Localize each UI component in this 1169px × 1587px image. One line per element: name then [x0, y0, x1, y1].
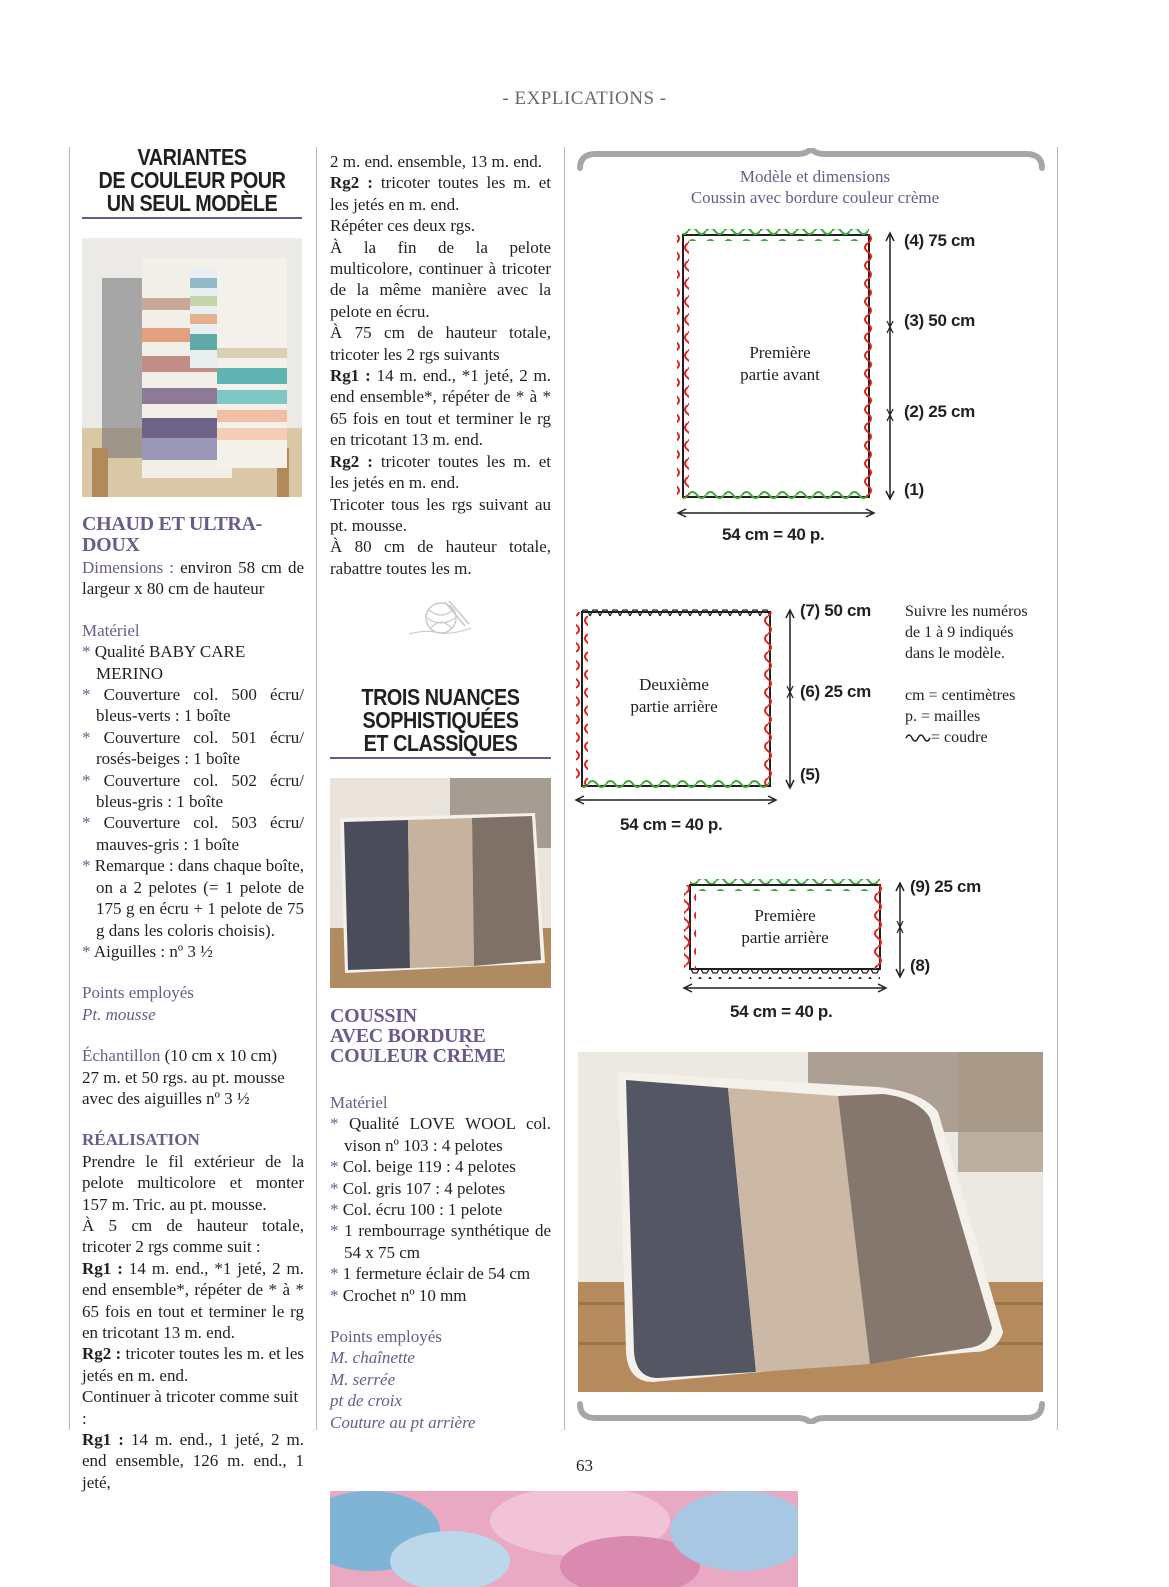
- rg2-para: Rg2 : tricoter toutes les m. et les jetés en m. end.: [330, 173, 551, 214]
- realisation-step: À 5 cm de hauteur totale, tricoter 2 rgs comme suit :: [82, 1215, 304, 1257]
- title-underline: [82, 217, 302, 219]
- materiel-label: Matériel: [82, 620, 140, 640]
- points-label: Points employés: [82, 983, 194, 1003]
- trois-nuances-title: TROIS NUANCES SOPHISTIQUÉES ET CLASSIQUES: [361, 684, 520, 756]
- rg2-para: Rg2 : tricoter toutes les m. et les jetés en m. end.: [82, 1344, 304, 1385]
- page-number: 63: [576, 1456, 593, 1475]
- coussin-subtitle: COUSSIN AVEC BORDURE COULEUR CRÈME: [330, 1005, 506, 1067]
- diagram-legend: Suivre les numéros de 1 à 9 indiqués dans le modèle. cm = centimètres p. = mailles = coudre: [905, 603, 1028, 746]
- column-divider-3: [564, 147, 565, 1430]
- list-item: * Qualité LOVE WOOL col. vison nº 103 : 4 pelotes: [330, 1114, 551, 1155]
- bottom-decor-photo: [330, 1491, 798, 1587]
- hauteur80-text: À 80 cm de hauteur totale, rabattre toutes les m.: [330, 537, 551, 578]
- panel2-label: Deuxième partie arrière: [630, 675, 718, 716]
- list-item: * Couverture col. 503 écru/ mauves-gris : 1 boîte: [82, 813, 305, 854]
- points-item: Couture au pt arrière: [330, 1412, 476, 1432]
- continued-text: 2 m. end. ensemble, 13 m. end.: [330, 152, 542, 171]
- cushion-photo-large: [578, 1052, 1043, 1392]
- chaud-subtitle: CHAUD ET ULTRA-DOUX: [82, 513, 262, 556]
- list-item: * Col. écru 100 : 1 pelote: [330, 1200, 503, 1220]
- echantillon-text: 27 m. et 50 rgs. au pt. mousse avec des aiguilles nº 3 ½: [82, 1067, 285, 1108]
- points-item: pt de croix: [330, 1391, 403, 1411]
- dim-label: (9) 25 cm: [910, 877, 982, 896]
- column-divider-2: [316, 147, 317, 1430]
- column-divider-1: [69, 147, 70, 1430]
- list-item: * 1 rembourrage synthétique de 54 x 75 cm: [330, 1221, 552, 1262]
- width-label: 54 cm = 40 p.: [722, 525, 825, 544]
- dim-label: (6) 25 cm: [800, 682, 872, 701]
- points-label: Points employés: [330, 1327, 442, 1347]
- dim-label: (7) 50 cm: [800, 601, 872, 620]
- rg1b-para: Rg1 : 14 m. end., 1 jeté, 2 m. end ensemble, 126 m. end., 1 jeté,: [82, 1430, 305, 1492]
- dim-label: (8): [910, 956, 930, 975]
- seam-wave-icon: [905, 732, 931, 744]
- fin-pelote-text: À la fin de la pelote multicolore, continuer à tricoter de la même manière avec la pelote en écru.: [330, 237, 551, 321]
- dim-label: (5): [800, 765, 820, 784]
- col2-body: [330, 151, 551, 579]
- points-item: M. serrée: [330, 1369, 396, 1389]
- echantillon-para: Échantillon (10 cm x 10 cm): [82, 1046, 277, 1066]
- variantes-title: VARIANTES DE COULEUR POUR UN SEUL MODÈLE: [98, 144, 286, 216]
- title-underline: [330, 757, 551, 759]
- list-item: * Remarque : dans chaque boîte, on a 2 pelotes (= 1 pelote de 175 g en écru + 1 pelote de 75 g dans les coloris choisis).: [82, 856, 305, 940]
- column-divider-4: [1057, 147, 1058, 1430]
- dim-label: (2) 25 cm: [904, 402, 976, 421]
- dim-label: (3) 50 cm: [904, 311, 976, 330]
- list-item: * Couverture col. 502 écru/ bleus-gris : 1 boîte: [82, 770, 305, 812]
- width-label: 54 cm = 40 p.: [620, 815, 723, 834]
- rg2b-para: Rg2 : tricoter toutes les m. et les jetés en m. end.: [330, 451, 551, 493]
- col1-body: [82, 557, 304, 1493]
- diagram-heading: Modèle et dimensions Coussin avec bordure couleur crème: [690, 167, 940, 207]
- col2-materiel: [330, 1092, 551, 1433]
- hauteur75-text: À 75 cm de hauteur totale, tricoter les 2 rgs suivants: [330, 323, 551, 364]
- rg1-para: Rg1 : 14 m. end., *1 jeté, 2 m. end ensemble*, répéter de * à * 65 fois en tout et terminer le rg en tricotant 13 m. end.: [330, 366, 552, 450]
- list-item: * Col. gris 107 : 4 pelotes: [330, 1178, 506, 1198]
- realisation-label: RÉALISATION: [82, 1130, 200, 1150]
- diagram-bottom-bracket: [576, 1400, 1046, 1424]
- section-header: - EXPLICATIONS -: [502, 88, 667, 109]
- dimensions-para: Dimensions : environ 58 cm de largeur x 80 cm de hauteur: [82, 558, 304, 599]
- list-item: * Crochet nº 10 mm: [330, 1285, 467, 1305]
- panel3-label: Première partie arrière: [741, 906, 829, 947]
- blanket-photo: [82, 238, 302, 497]
- list-item: * Aiguilles : nº 3 ½: [82, 941, 213, 961]
- realisation-intro: Prendre le fil extérieur de la pelote multicolore et monter 157 m. Tric. au pt. mousse.: [82, 1151, 304, 1214]
- repeat-text: Répéter ces deux rgs.: [330, 216, 476, 236]
- tous-rgs-text: Tricoter tous les rgs suivant au pt. mousse.: [330, 494, 551, 535]
- points-item: M. chaînette: [330, 1348, 415, 1368]
- continuer-para: Continuer à tricoter comme suit :: [82, 1387, 299, 1428]
- materiel-label: Matériel: [330, 1093, 388, 1112]
- rg1-para: Rg1 : 14 m. end., *1 jeté, 2 m. end ensemble*, répéter de * à * 65 fois en tout et terminer le rg en tricotant 13 m. end.: [82, 1258, 305, 1342]
- points-value: Pt. mousse: [82, 1004, 156, 1024]
- list-item: * Couverture col. 500 écru/ bleus-verts : 1 boîte: [82, 685, 305, 726]
- dim-label: (4) 75 cm: [904, 231, 976, 250]
- dim-label: (1): [904, 480, 924, 499]
- list-item: * Couverture col. 501 écru/ rosés-beiges : 1 boîte: [82, 727, 305, 769]
- yarn-ball-icon: [405, 598, 475, 640]
- panel1-label: Première partie avant: [740, 343, 820, 384]
- list-item: * 1 fermeture éclair de 54 cm: [330, 1264, 531, 1284]
- list-item: * Qualité BABY CARE MERINO: [82, 642, 246, 683]
- width-label: 54 cm = 40 p.: [730, 1002, 833, 1021]
- cushion-photo-small: [330, 778, 551, 988]
- list-item: * Col. beige 119 : 4 pelotes: [330, 1157, 516, 1177]
